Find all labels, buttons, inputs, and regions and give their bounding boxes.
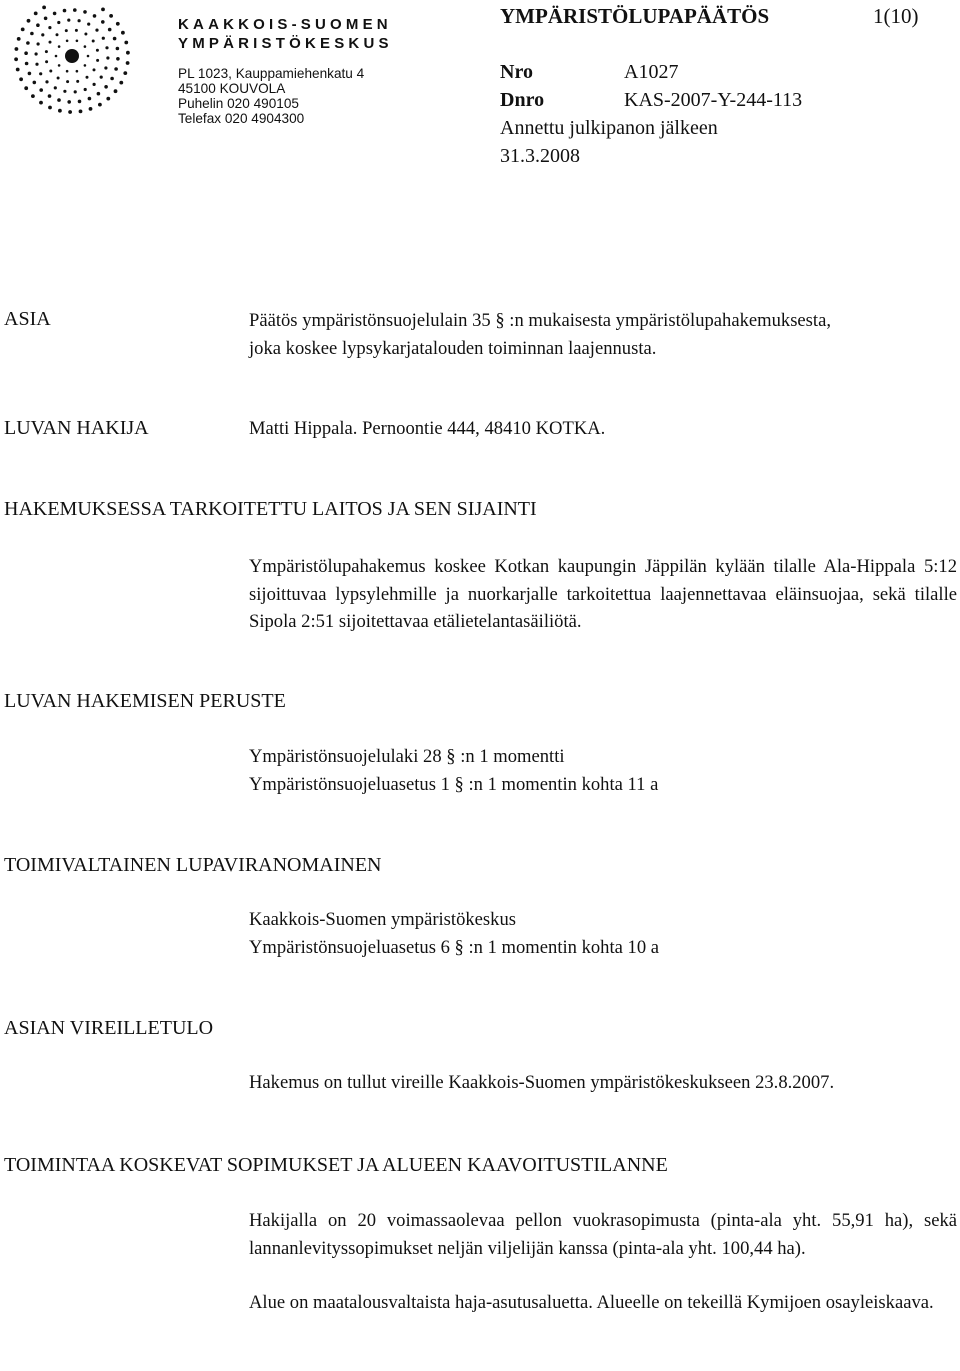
meta-row-nro [500,58,802,86]
contact-postcode: 45100 KOUVOLA [178,81,286,96]
meta-value: KAS-2007-Y-244-113 [624,89,803,111]
section-label-vireilletulo: ASIAN VIREILLETULO [4,1017,214,1039]
section-body-peruste [249,743,957,798]
section-label-hakija: LUVAN HAKIJA [4,417,149,439]
section-body-viranomainen [249,906,957,961]
meta-key: Nro [500,61,533,83]
organization-contact [178,66,393,126]
body-line: Kaakkois-Suomen ympäristökeskus [249,909,516,930]
document-title: YMPÄRISTÖLUPAPÄÄTÖS [500,4,770,28]
section-label-sopimukset: TOIMINTAA KOSKEVAT SOPIMUKSET JA ALUEEN KAAVOITUSTILANNE [4,1154,668,1176]
document-meta [500,58,802,170]
body-line: joka koskee lypsykarjatalouden toiminnan laajennusta. [249,337,657,359]
contact-address: PL 1023, Kauppamiehenkatu 4 [178,66,365,81]
section-body-laitos: Ympäristölupahakemus koskee Kotkan kaupungin Jäppilän kylään tilalle Ala-Hippala 5:12 sijoittuvaa lypsylehmille ja nuorkarjalle tarkoitettua laajennettavaa eläinsuojaa, sekä tilalle Sipola 2:51 sijoitettavaa etälietelantasäiliötä. [249,556,957,632]
section-label-viranomainen: TOIMIVALTAINEN LUPAVIRANOMAINEN [4,854,382,876]
organization-name-line1: KAAKKOIS-SUOMEN [178,16,392,33]
organization-logo-icon [6,4,156,124]
organization-block [178,15,393,126]
page-number: 1(10) [873,4,919,28]
body-line: Ympäristönsuojelulaki 28 § :n 1 momentti [249,746,565,767]
body-line: Päätös ympäristönsuojelulain 35 § :n mukaisesta ympäristölupahakemuksesta, [249,310,831,331]
section-body-sopimukset [249,1207,957,1317]
section-label-laitos: HAKEMUKSESSA TARKOITETTU LAITOS JA SEN SIJAINTI [4,498,537,520]
section-body-hakija: Matti Hippala. Pernoontie 444, 48410 KOTKA. [249,418,606,439]
meta-value: A1027 [624,61,679,83]
issued-note: Annettu julkipanon jälkeen [500,117,718,139]
contact-fax: Telefax 020 4904300 [178,111,305,126]
contact-phone: Puhelin 020 490105 [178,96,299,111]
issued-date: 31.3.2008 [500,145,580,167]
meta-key: Dnro [500,89,545,111]
body-line: Ympäristönsuojeluasetus 6 § :n 1 momentin kohta 10 a [249,936,660,958]
body-paragraph: Hakijalla on 20 voimassaolevaa pellon vuokrasopimusta (pinta-ala yht. 55,91 ha), sekä lannanlevityssopimukset neljän viljelijän kanssa (pinta-ala yht. 100,44 ha). [249,1210,957,1259]
section-label-asia: ASIA [4,308,51,330]
section-body-asia [249,307,957,362]
section-label-peruste: LUVAN HAKEMISEN PERUSTE [4,690,286,712]
organization-name-line2: YMPÄRISTÖKESKUS [178,35,393,52]
body-paragraph: Alue on maatalousvaltaista haja-asutusaluetta. Alueelle on tekeillä Kymijoen osayleiskaava. [249,1292,934,1313]
body-line: Ympäristönsuojeluasetus 1 § :n 1 momentin kohta 11 a [249,773,659,795]
section-body-vireilletulo: Hakemus on tullut vireille Kaakkois-Suomen ympäristökeskukseen 23.8.2007. [249,1072,835,1093]
meta-row-dnro [500,86,802,114]
